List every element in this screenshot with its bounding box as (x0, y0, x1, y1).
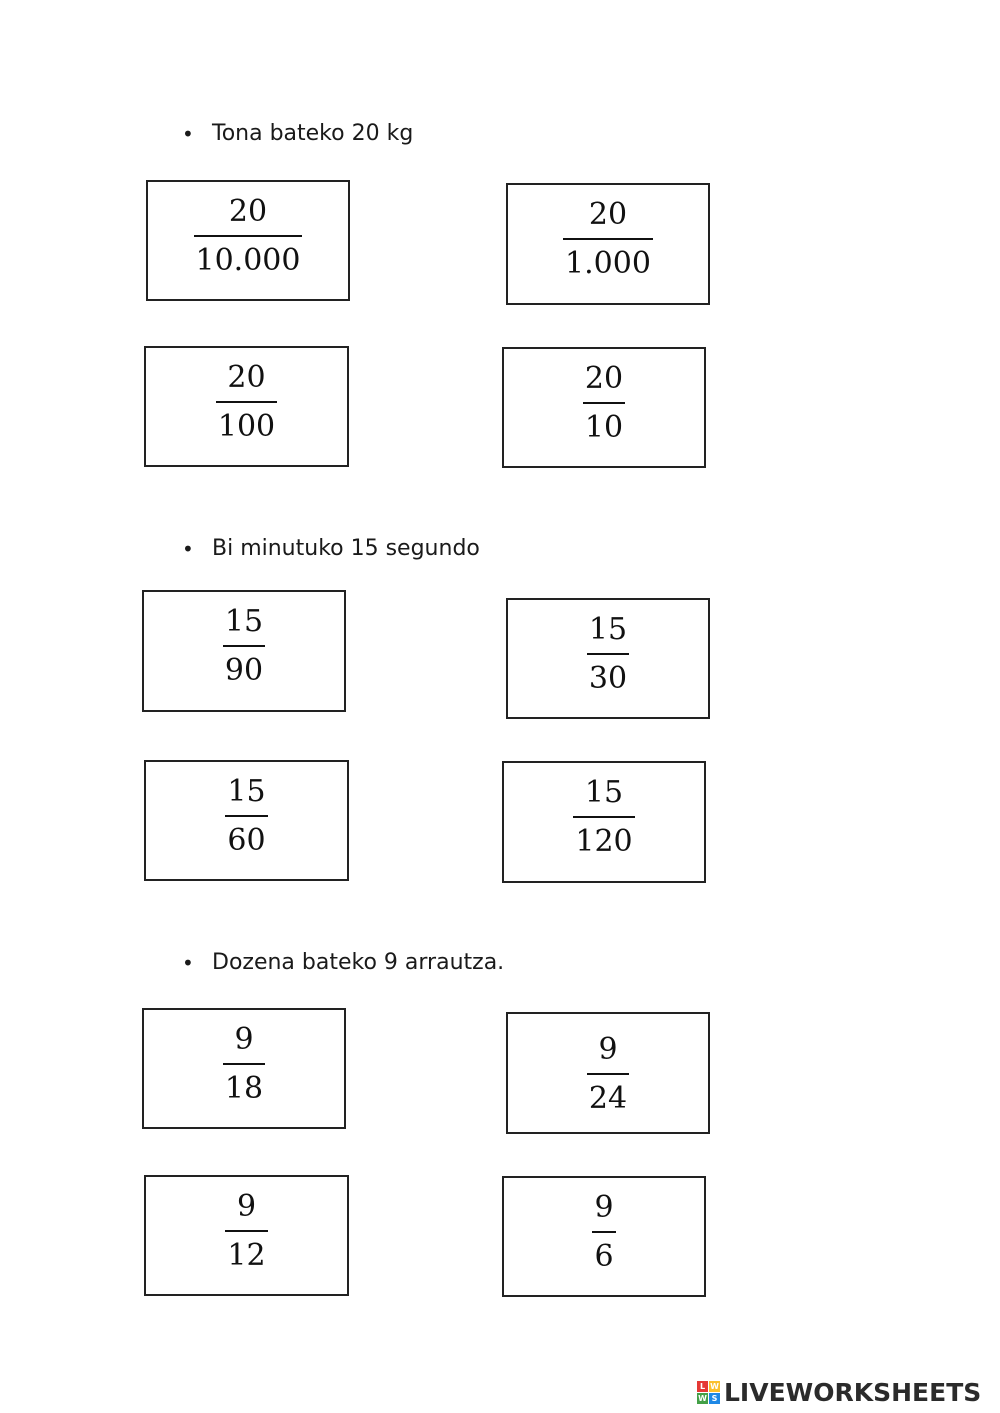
liveworksheets-logo-icon (697, 1381, 720, 1404)
question-1-prompt (182, 120, 413, 148)
bullet-icon: • (182, 537, 194, 561)
fraction-numerator: 20 (227, 360, 266, 395)
fraction (223, 1020, 265, 1109)
answer-card-1-4[interactable] (502, 347, 706, 468)
answer-card-2-1[interactable] (142, 590, 346, 712)
fraction (592, 1188, 615, 1277)
fraction-numerator: 20 (228, 194, 268, 229)
fraction (587, 1030, 629, 1119)
fraction-numerator: 15 (588, 612, 628, 647)
answer-card-1-1[interactable] (146, 180, 350, 301)
fraction-bar (225, 1230, 267, 1232)
fraction-denominator: 12 (227, 1238, 266, 1273)
fraction-denominator: 6 (594, 1239, 614, 1274)
fraction-denominator: 30 (588, 661, 628, 696)
answer-card-2-2[interactable] (506, 598, 710, 719)
fraction-numerator: 9 (598, 1032, 618, 1067)
fraction-bar (563, 238, 653, 240)
question-2-prompt (182, 535, 480, 563)
fraction (194, 192, 303, 281)
fraction-bar (592, 1231, 615, 1233)
fraction-numerator: 15 (584, 775, 624, 810)
fraction-bar (225, 815, 267, 817)
logo-tile-4: S (709, 1393, 720, 1404)
fraction-bar (216, 401, 277, 403)
fraction-denominator: 120 (575, 824, 633, 859)
fraction-bar (587, 653, 629, 655)
fraction-bar (573, 816, 634, 818)
fraction-denominator: 24 (588, 1081, 628, 1116)
fraction-numerator: 15 (227, 774, 266, 809)
logo-tile-3: W (698, 1394, 707, 1403)
fraction-denominator: 18 (224, 1071, 264, 1106)
logo-tile-2: W (710, 1382, 719, 1391)
fraction-numerator: 20 (584, 361, 624, 396)
answer-card-2-4[interactable] (502, 761, 706, 883)
answer-card-1-2[interactable] (506, 183, 710, 305)
bullet-icon: • (182, 951, 194, 975)
answer-card-3-3[interactable] (144, 1175, 349, 1296)
liveworksheets-logo[interactable] (697, 1378, 981, 1407)
fraction-numerator: 15 (224, 604, 264, 639)
fraction (225, 1187, 267, 1276)
fraction-denominator: 10 (584, 410, 624, 445)
fraction-bar (223, 645, 265, 647)
fraction (223, 602, 265, 691)
answer-card-3-4[interactable] (502, 1176, 706, 1297)
question-3-text: Dozena bateko 9 arrautza. (212, 950, 505, 975)
fraction-numerator: 9 (234, 1022, 254, 1057)
answer-card-1-3[interactable] (144, 346, 349, 467)
answer-card-3-2[interactable] (506, 1012, 710, 1134)
fraction (216, 358, 277, 447)
fraction-denominator: 10.000 (195, 243, 301, 278)
answer-card-2-3[interactable] (144, 760, 349, 881)
fraction-bar (583, 402, 625, 404)
question-3-prompt (182, 949, 504, 977)
fraction (587, 610, 629, 699)
fraction-bar (587, 1073, 629, 1075)
fraction-bar (223, 1063, 265, 1065)
fraction (573, 773, 634, 862)
bullet-icon: • (182, 122, 194, 146)
fraction (563, 195, 653, 284)
logo-text: LIVEWORKSHEETS (724, 1378, 982, 1407)
logo-tile-1: L (697, 1381, 708, 1392)
fraction-denominator: 60 (227, 823, 266, 858)
fraction-bar (194, 235, 303, 237)
fraction (583, 359, 625, 448)
fraction-denominator: 90 (224, 653, 264, 688)
fraction-numerator: 9 (594, 1190, 614, 1225)
question-2-text: Bi minutuko 15 segundo (212, 536, 480, 561)
answer-card-3-1[interactable] (142, 1008, 346, 1129)
fraction-denominator: 100 (217, 409, 276, 444)
fraction (225, 772, 267, 861)
fraction-denominator: 1.000 (565, 246, 651, 281)
question-1-text: Tona bateko 20 kg (212, 121, 414, 146)
fraction-numerator: 9 (236, 1189, 257, 1224)
fraction-numerator: 20 (588, 197, 628, 232)
